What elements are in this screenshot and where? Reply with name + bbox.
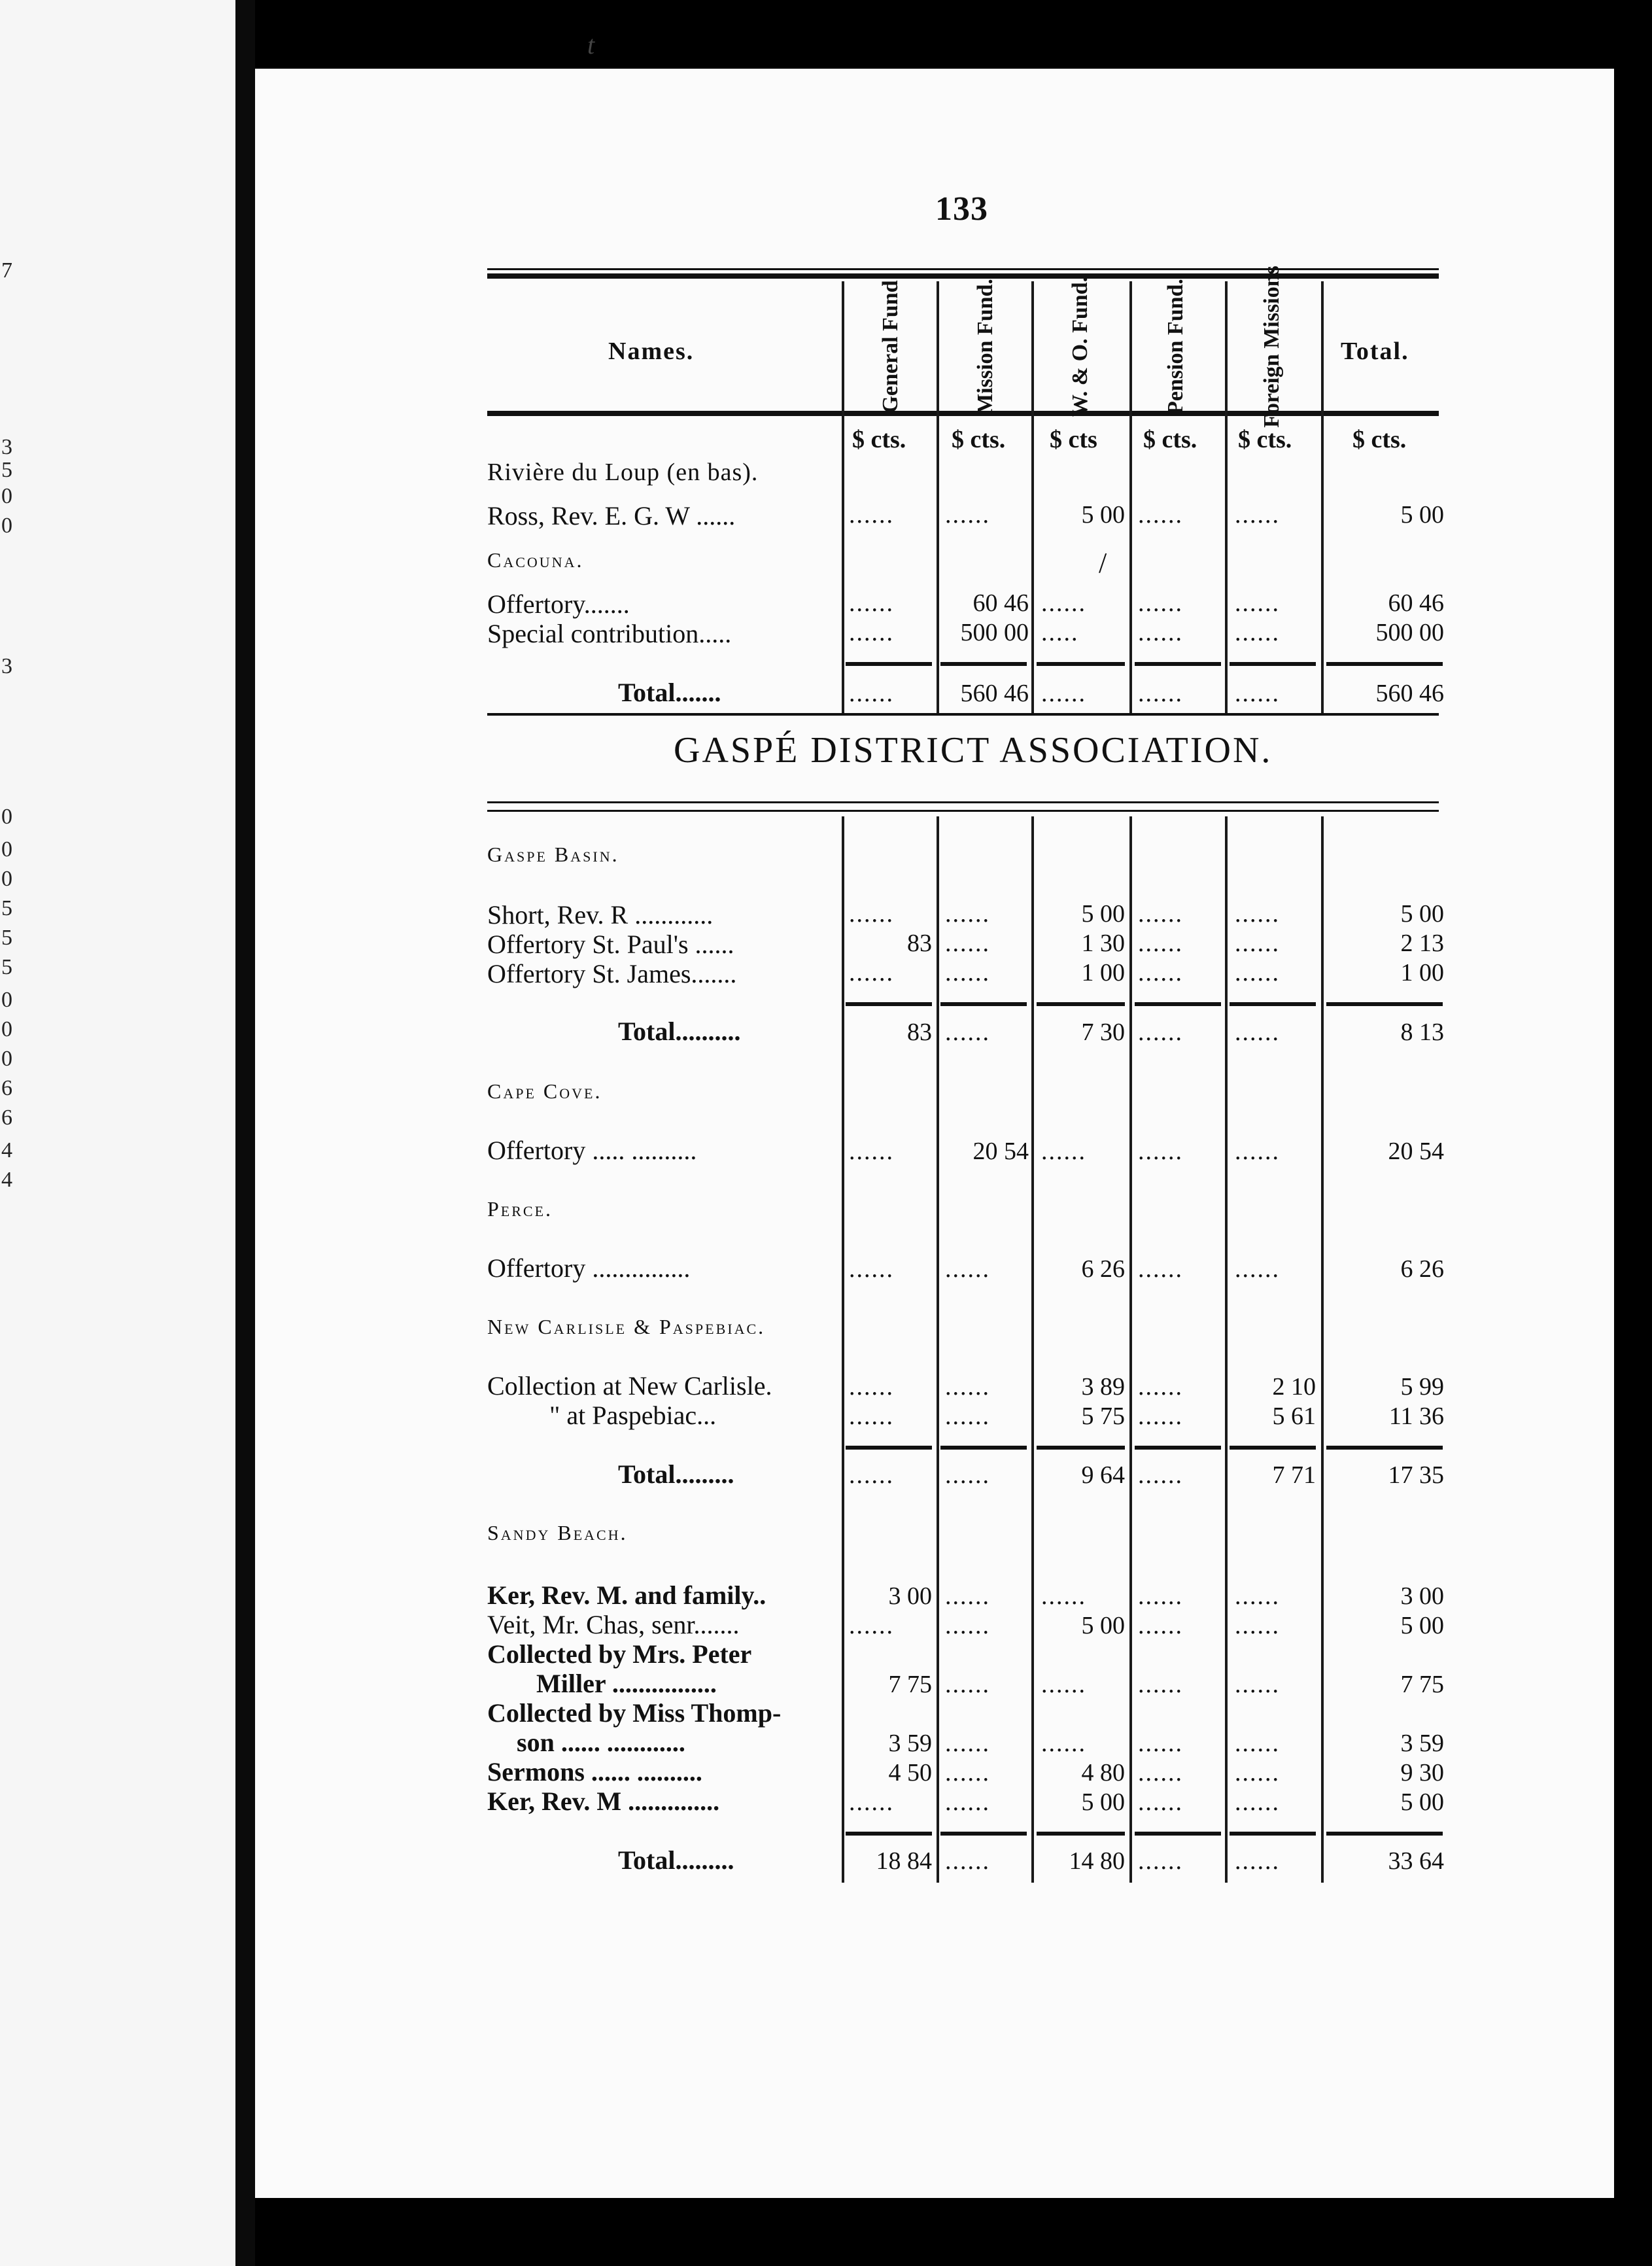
- dots: ......: [1041, 1138, 1086, 1165]
- dots: ......: [1235, 619, 1280, 646]
- sum-rule: [1037, 662, 1125, 666]
- margin-digit: 0: [1, 1047, 12, 1071]
- dots: ......: [1235, 930, 1280, 957]
- total-label: Total.........: [618, 1845, 734, 1875]
- top-mark: t: [587, 30, 595, 60]
- row-label: Offertory St. Paul's ......: [487, 930, 734, 959]
- margin-digit: 0: [1, 805, 12, 829]
- check-mark: /: [1099, 547, 1107, 579]
- dots: ......: [1041, 1730, 1086, 1757]
- margin-digit: 6: [1, 1076, 12, 1100]
- margin-digit: 4: [1, 1168, 12, 1192]
- sum-rule: [1326, 1446, 1443, 1450]
- dots: ......: [945, 1788, 990, 1816]
- cell-total: 8 13: [1400, 1019, 1444, 1046]
- cell-foreign: 7 71: [1272, 1461, 1316, 1489]
- dots: ......: [1138, 1461, 1183, 1489]
- cell-general: 83: [907, 1019, 932, 1046]
- cell-wo: 5 00: [1081, 900, 1125, 928]
- column-rule: [1129, 816, 1132, 1883]
- column-header-general-fund: General Fund: [878, 280, 903, 413]
- dots: ......: [849, 501, 894, 529]
- cell-total: 7 75: [1400, 1671, 1444, 1698]
- cell-total: 5 00: [1400, 900, 1444, 928]
- book-gutter: [235, 0, 255, 2266]
- unit-foreign: $ cts.: [1238, 426, 1292, 453]
- cell-total: 9 30: [1400, 1759, 1444, 1787]
- place-new-carlisle-paspebiac: New Carlisle & Paspebiac.: [487, 1315, 766, 1338]
- cell-total: 20 54: [1388, 1138, 1444, 1165]
- margin-digit: 0: [1, 988, 12, 1012]
- row-label: Collected by Mrs. Peter: [487, 1639, 752, 1669]
- dots: ......: [1235, 1255, 1280, 1283]
- column-header-total: Total.: [1341, 338, 1409, 365]
- header-rule-top-thick: [487, 273, 1439, 279]
- dots: ......: [1138, 1671, 1183, 1698]
- dots: ......: [945, 1612, 990, 1639]
- column-rule: [1225, 281, 1228, 713]
- cell-general: 3 59: [888, 1730, 932, 1757]
- row-label: Offertory ..... ..........: [487, 1136, 697, 1165]
- dots: ......: [1041, 680, 1086, 707]
- row-label: Short, Rev. R ............: [487, 900, 714, 930]
- dots: ......: [1041, 589, 1086, 617]
- cell-wo: 14 80: [1069, 1847, 1125, 1875]
- dots: ......: [1138, 1788, 1183, 1816]
- sum-rule: [1326, 1832, 1443, 1836]
- sum-rule: [940, 1446, 1027, 1450]
- dots: ......: [945, 1671, 990, 1698]
- row-label: Collection at New Carlisle.: [487, 1371, 772, 1401]
- row-label: Miller ................: [536, 1669, 717, 1698]
- place-cape-cove: Cape Cove.: [487, 1079, 602, 1103]
- cell-general: 3 00: [888, 1582, 932, 1610]
- cell-wo: 4 80: [1081, 1759, 1125, 1787]
- dots: ......: [849, 1403, 894, 1430]
- margin-digit: 4: [1, 1138, 12, 1162]
- dots: ......: [945, 1759, 990, 1787]
- sum-rule: [846, 662, 932, 666]
- cell-wo: 5 75: [1081, 1403, 1125, 1430]
- cell-wo: 5 00: [1081, 501, 1125, 529]
- total-label: Total.........: [618, 1459, 734, 1489]
- dots: ......: [849, 1138, 894, 1165]
- cell-total: 5 00: [1400, 1612, 1444, 1639]
- column-header-names: Names.: [608, 338, 695, 365]
- column-rule: [937, 281, 939, 713]
- dots: ......: [945, 959, 990, 986]
- dots: ......: [849, 1461, 894, 1489]
- unit-mission: $ cts.: [952, 426, 1006, 453]
- dots: ......: [1235, 1138, 1280, 1165]
- place-riviere-du-loup: Rivière du Loup (en bas).: [487, 459, 759, 486]
- sum-rule: [846, 1002, 932, 1006]
- cell-total: 5 99: [1400, 1373, 1444, 1401]
- dots: ......: [945, 501, 990, 529]
- dots: ......: [1235, 959, 1280, 986]
- dots: .....: [1041, 619, 1079, 646]
- margin-digit: 5: [1, 926, 12, 950]
- dots: ......: [1138, 1759, 1183, 1787]
- sum-rule: [1326, 662, 1443, 666]
- dots: ......: [1041, 1582, 1086, 1610]
- cell-wo: 1 00: [1081, 959, 1125, 986]
- column-rule: [842, 816, 844, 1883]
- dots: ......: [1138, 959, 1183, 986]
- row-label: Veit, Mr. Chas, senr.......: [487, 1610, 740, 1639]
- dots: ......: [1235, 1612, 1280, 1639]
- cell-general: 7 75: [888, 1671, 932, 1698]
- sum-rule: [846, 1446, 932, 1450]
- dots: ......: [849, 1612, 894, 1639]
- column-rule: [1031, 281, 1034, 713]
- dots: ......: [1138, 501, 1183, 529]
- cell-total: 3 59: [1400, 1730, 1444, 1757]
- dots: ......: [1138, 680, 1183, 707]
- dots: ......: [1138, 1255, 1183, 1283]
- cell-general: 18 84: [876, 1847, 932, 1875]
- cell-wo: 5 00: [1081, 1788, 1125, 1816]
- column-header-foreign-missions: Foreign Missions: [1260, 266, 1284, 428]
- cell-wo: 6 26: [1081, 1255, 1125, 1283]
- row-label: Ker, Rev. M. and family..: [487, 1580, 766, 1610]
- sum-rule: [1135, 1832, 1221, 1836]
- cell-wo: 9 64: [1081, 1461, 1125, 1489]
- section-rule: [487, 713, 1439, 716]
- dots: ......: [849, 1255, 894, 1283]
- page-number: 133: [935, 190, 988, 228]
- cell-total: 1 00: [1400, 959, 1444, 986]
- cell-total: 500 00: [1375, 619, 1444, 646]
- sum-rule: [1135, 1446, 1221, 1450]
- dots: ......: [1138, 1138, 1183, 1165]
- margin-digit: 3: [1, 435, 12, 459]
- column-rule: [1321, 816, 1324, 1883]
- dots: ......: [945, 900, 990, 928]
- left-page-edge: [0, 0, 235, 2266]
- place-perce: Perce.: [487, 1197, 553, 1221]
- cell-wo: 7 30: [1081, 1019, 1125, 1046]
- dots: ......: [1235, 1671, 1280, 1698]
- row-label: Offertory St. James.......: [487, 959, 737, 988]
- column-rule: [1031, 816, 1034, 1883]
- dots: ......: [1235, 900, 1280, 928]
- sum-rule: [1037, 1002, 1125, 1006]
- place-cacouna: Cacouna.: [487, 548, 584, 572]
- dots: ......: [849, 619, 894, 646]
- cell-total: 11 36: [1388, 1403, 1444, 1430]
- sum-rule: [1230, 1832, 1316, 1836]
- cell-mission: 20 54: [972, 1138, 1029, 1165]
- margin-digit: 0: [1, 484, 12, 508]
- total-label: Total.......: [618, 678, 721, 707]
- section-rule: [487, 801, 1439, 803]
- sum-rule: [1037, 1832, 1125, 1836]
- row-label: Special contribution.....: [487, 619, 732, 648]
- row-label: Collected by Miss Thomp-: [487, 1698, 782, 1728]
- cell-mission: 60 46: [972, 589, 1029, 617]
- sum-rule: [940, 1832, 1027, 1836]
- cell-wo: 5 00: [1081, 1612, 1125, 1639]
- sum-rule: [846, 1832, 932, 1836]
- unit-wo: $ cts: [1050, 426, 1097, 453]
- cell-mission: 500 00: [960, 619, 1029, 646]
- cell-foreign: 5 61: [1272, 1403, 1316, 1430]
- row-label: Sermons ...... ..........: [487, 1757, 702, 1787]
- cell-total: 3 00: [1400, 1582, 1444, 1610]
- margin-digit: 6: [1, 1106, 12, 1130]
- dots: ......: [1235, 1730, 1280, 1757]
- place-gaspe-basin: Gaspe Basin.: [487, 843, 619, 866]
- cell-total: 5 00: [1400, 501, 1444, 529]
- dots: ......: [1235, 1759, 1280, 1787]
- row-label: son ...... ............: [517, 1728, 685, 1757]
- margin-digit: 7: [1, 258, 12, 283]
- total-label: Total..........: [618, 1017, 741, 1046]
- dots: ......: [1235, 680, 1280, 707]
- dots: ......: [849, 900, 894, 928]
- place-sandy-beach: Sandy Beach.: [487, 1521, 628, 1544]
- column-rule: [1225, 816, 1228, 1883]
- column-rule: [1129, 281, 1132, 713]
- sum-rule: [940, 662, 1027, 666]
- cell-wo: 1 30: [1081, 930, 1125, 957]
- unit-total: $ cts.: [1352, 426, 1407, 453]
- margin-digit: 0: [1, 514, 12, 538]
- cell-foreign: 2 10: [1272, 1373, 1316, 1401]
- dots: ......: [1138, 1403, 1183, 1430]
- dots: ......: [945, 1373, 990, 1401]
- sum-rule: [1037, 1446, 1125, 1450]
- unit-pension: $ cts.: [1143, 426, 1197, 453]
- dots: ......: [945, 1403, 990, 1430]
- association-title: GASPÉ DISTRICT ASSOCIATION.: [674, 730, 1273, 771]
- column-header-mission-fund: Mission Fund.: [973, 279, 997, 415]
- dots: ......: [1138, 1373, 1183, 1401]
- header-rule-top: [487, 268, 1439, 270]
- margin-digit: 3: [1, 654, 12, 678]
- sum-rule: [1230, 1446, 1316, 1450]
- dots: ......: [945, 1582, 990, 1610]
- margin-digit: 0: [1, 837, 12, 862]
- dots: ......: [1138, 1019, 1183, 1046]
- cell-wo: 3 89: [1081, 1373, 1125, 1401]
- dots: ......: [945, 1019, 990, 1046]
- row-label: " at Paspebiac...: [549, 1401, 717, 1430]
- dots: ......: [849, 1373, 894, 1401]
- dots: ......: [1041, 1671, 1086, 1698]
- dots: ......: [1138, 1847, 1183, 1875]
- margin-digit: 5: [1, 458, 12, 482]
- sum-rule: [1326, 1002, 1443, 1006]
- dots: ......: [1138, 930, 1183, 957]
- cell-total: 2 13: [1400, 930, 1444, 957]
- sum-rule: [940, 1002, 1027, 1006]
- dots: ......: [1235, 589, 1280, 617]
- sum-rule: [1230, 662, 1316, 666]
- dots: ......: [1138, 1612, 1183, 1639]
- margin-digit: 0: [1, 1017, 12, 1041]
- section-rule: [487, 810, 1439, 812]
- row-label: Offertory ...............: [487, 1253, 691, 1283]
- dots: ......: [1138, 619, 1183, 646]
- row-label: Offertory.......: [487, 589, 630, 619]
- cell-total: 33 64: [1388, 1847, 1444, 1875]
- dots: ......: [945, 1461, 990, 1489]
- dots: ......: [849, 589, 894, 617]
- cell-total: 560 46: [1375, 680, 1444, 707]
- dots: ......: [945, 1255, 990, 1283]
- margin-digit: 0: [1, 867, 12, 891]
- dots: ......: [945, 1730, 990, 1757]
- dots: ......: [1235, 1582, 1280, 1610]
- row-label: Ross, Rev. E. G. W ......: [487, 501, 736, 531]
- column-header-wo-fund: W. & O. Fund.: [1068, 276, 1092, 417]
- sum-rule: [1230, 1002, 1316, 1006]
- cell-general: 4 50: [888, 1759, 932, 1787]
- dots: ......: [1235, 501, 1280, 529]
- dots: ......: [1138, 589, 1183, 617]
- cell-total: 17 35: [1388, 1461, 1444, 1489]
- cell-total: 6 26: [1400, 1255, 1444, 1283]
- column-rule: [842, 281, 844, 713]
- column-header-pension-fund: Pension Fund.: [1163, 279, 1188, 415]
- cell-general: 83: [907, 930, 932, 957]
- dots: ......: [1235, 1847, 1280, 1875]
- sum-rule: [1135, 1002, 1221, 1006]
- cell-total: 5 00: [1400, 1788, 1444, 1816]
- cell-total: 60 46: [1388, 589, 1444, 617]
- dots: ......: [945, 1847, 990, 1875]
- dots: ......: [849, 1788, 894, 1816]
- dots: ......: [1235, 1019, 1280, 1046]
- sum-rule: [1135, 662, 1221, 666]
- column-rule: [1321, 281, 1324, 713]
- dots: ......: [849, 959, 894, 986]
- dots: ......: [1138, 1730, 1183, 1757]
- unit-general: $ cts.: [852, 426, 906, 453]
- margin-digit: 5: [1, 955, 12, 979]
- dots: ......: [849, 680, 894, 707]
- dots: ......: [1138, 900, 1183, 928]
- dots: ......: [1138, 1582, 1183, 1610]
- dots: ......: [1235, 1788, 1280, 1816]
- column-rule: [937, 816, 939, 1883]
- dots: ......: [945, 930, 990, 957]
- cell-mission: 560 46: [960, 680, 1029, 707]
- margin-digit: 5: [1, 896, 12, 920]
- row-label: Ker, Rev. M ..............: [487, 1787, 720, 1816]
